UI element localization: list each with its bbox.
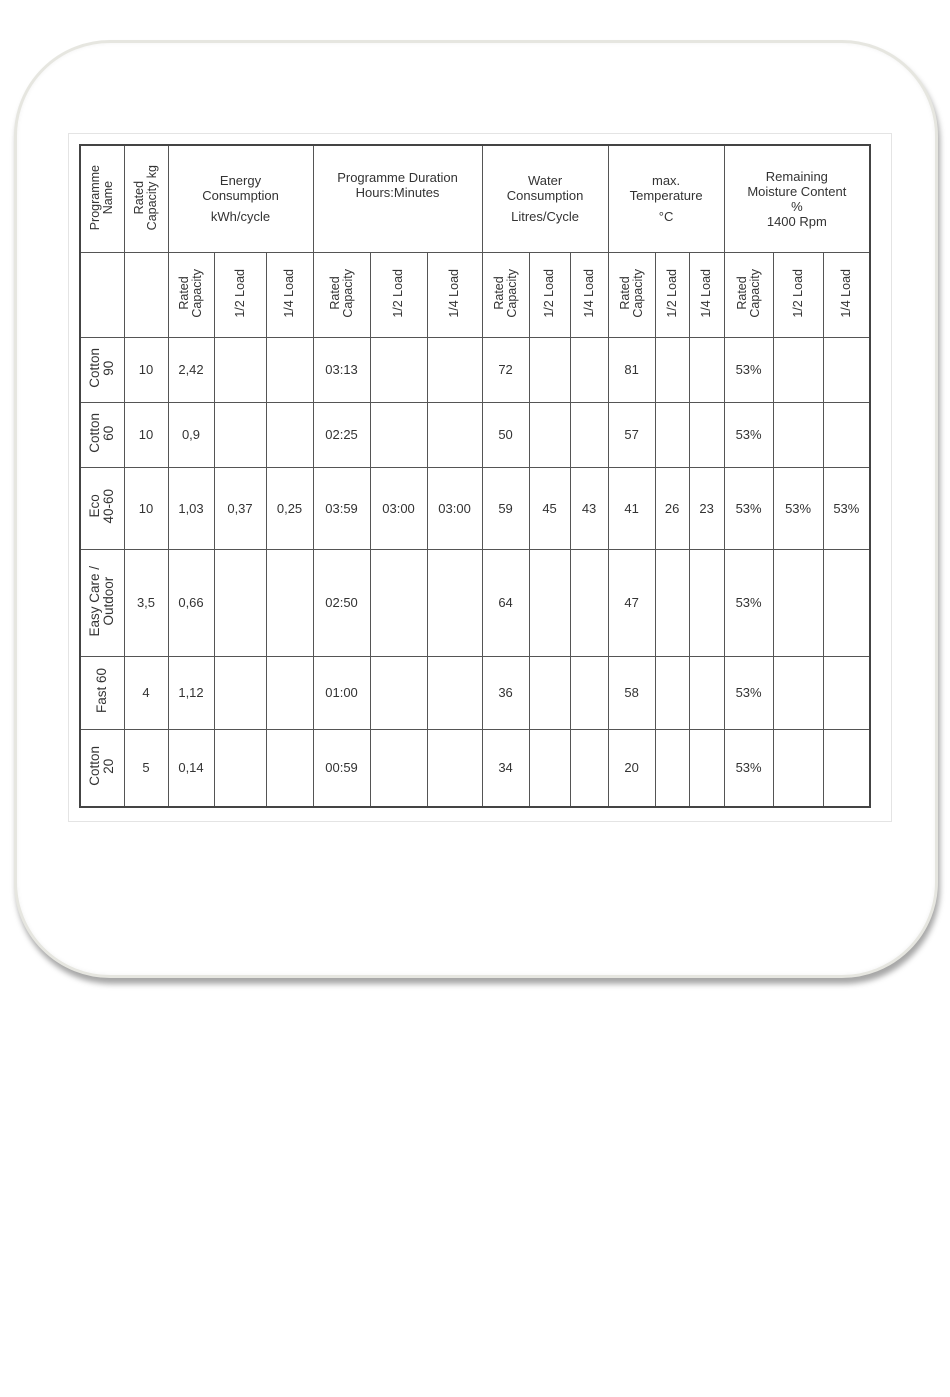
energy-value-cell — [214, 549, 266, 656]
sub-rated-capacity: Rated Capacity — [608, 252, 655, 337]
energy-value-cell — [214, 729, 266, 807]
duration-value-cell: 02:50 — [313, 549, 370, 656]
moisture-value-cell — [823, 549, 870, 656]
energy-value-cell: 0,66 — [168, 549, 214, 656]
temp-value-cell — [689, 402, 724, 467]
moisture-value-cell: 53% — [773, 467, 823, 549]
duration-value-cell: 03:59 — [313, 467, 370, 549]
sub-quarter-load: 1/4 Load — [823, 252, 870, 337]
moisture-group-header: Remaining Moisture Content % 1400 Rpm — [724, 145, 870, 252]
moisture-value-cell: 53% — [724, 549, 773, 656]
capacity-cell: 3,5 — [124, 549, 168, 656]
water-value-cell — [529, 656, 570, 729]
moisture-value-cell — [773, 549, 823, 656]
water-value-cell: 36 — [482, 656, 529, 729]
temp-value-cell: 57 — [608, 402, 655, 467]
capacity-cell: 5 — [124, 729, 168, 807]
capacity-cell: 10 — [124, 337, 168, 402]
energy-value-cell — [266, 729, 313, 807]
programme-name-cell: Easy Care / Outdoor — [80, 549, 124, 656]
water-group-header: Water Consumption Litres/Cycle — [482, 145, 608, 252]
moisture-value-cell: 53% — [724, 402, 773, 467]
moisture-value-cell — [773, 402, 823, 467]
moisture-value-cell — [773, 729, 823, 807]
temp-value-cell — [655, 656, 689, 729]
moisture-value-cell — [773, 337, 823, 402]
sub-half-load: 1/2 Load — [214, 252, 266, 337]
water-value-cell: 59 — [482, 467, 529, 549]
table-row — [80, 402, 870, 467]
duration-value-cell — [427, 549, 482, 656]
capacity-cell: 4 — [124, 656, 168, 729]
empty-header-cell — [124, 252, 168, 337]
water-value-cell — [570, 337, 608, 402]
energy-value-cell: 1,03 — [168, 467, 214, 549]
duration-value-cell — [370, 656, 427, 729]
energy-value-cell — [214, 656, 266, 729]
programme-table — [79, 144, 871, 808]
sub-half-load: 1/2 Load — [529, 252, 570, 337]
programme-name-header: Programme Name — [80, 145, 124, 252]
sub-quarter-load: 1/4 Load — [266, 252, 313, 337]
sub-quarter-load: 1/4 Load — [427, 252, 482, 337]
energy-group-header: Energy Consumption kWh/cycle — [168, 145, 313, 252]
temp-value-cell — [689, 337, 724, 402]
water-value-cell — [529, 549, 570, 656]
table-row — [80, 337, 870, 402]
energy-value-cell — [266, 656, 313, 729]
water-value-cell — [529, 729, 570, 807]
duration-value-cell: 03:13 — [313, 337, 370, 402]
energy-value-cell — [214, 337, 266, 402]
water-value-cell: 64 — [482, 549, 529, 656]
duration-value-cell — [427, 402, 482, 467]
moisture-value-cell — [823, 337, 870, 402]
temp-value-cell: 23 — [689, 467, 724, 549]
duration-value-cell: 01:00 — [313, 656, 370, 729]
water-value-cell — [570, 656, 608, 729]
sub-rated-capacity: Rated Capacity — [724, 252, 773, 337]
moisture-value-cell — [823, 729, 870, 807]
temp-value-cell: 47 — [608, 549, 655, 656]
moisture-value-cell: 53% — [724, 337, 773, 402]
water-value-cell — [570, 729, 608, 807]
water-value-cell: 34 — [482, 729, 529, 807]
sub-rated-capacity: Rated Capacity — [482, 252, 529, 337]
temp-value-cell — [655, 549, 689, 656]
programme-name-cell: Fast 60 — [80, 656, 124, 729]
energy-value-cell: 0,9 — [168, 402, 214, 467]
duration-value-cell: 03:00 — [370, 467, 427, 549]
programme-name-cell: Cotton 20 — [80, 729, 124, 807]
energy-value-cell — [266, 402, 313, 467]
sub-quarter-load: 1/4 Load — [570, 252, 608, 337]
moisture-value-cell: 53% — [724, 729, 773, 807]
temp-value-cell: 41 — [608, 467, 655, 549]
temp-value-cell — [655, 337, 689, 402]
table-row — [80, 467, 870, 549]
temp-value-cell: 26 — [655, 467, 689, 549]
table-row — [80, 656, 870, 729]
moisture-value-cell: 53% — [724, 467, 773, 549]
sub-header-row — [80, 252, 870, 337]
temperature-group-header: max. Temperature °C — [608, 145, 724, 252]
table-row — [80, 729, 870, 807]
temp-value-cell — [689, 729, 724, 807]
duration-group-header: Programme Duration Hours:Minutes — [313, 145, 482, 252]
capacity-cell: 10 — [124, 467, 168, 549]
duration-value-cell — [427, 729, 482, 807]
energy-value-cell — [266, 337, 313, 402]
capacity-cell: 10 — [124, 402, 168, 467]
moisture-value-cell — [823, 656, 870, 729]
water-value-cell: 45 — [529, 467, 570, 549]
temp-value-cell — [689, 656, 724, 729]
moisture-value-cell: 53% — [724, 656, 773, 729]
water-value-cell — [570, 402, 608, 467]
energy-value-cell: 1,12 — [168, 656, 214, 729]
water-value-cell — [570, 549, 608, 656]
water-value-cell: 72 — [482, 337, 529, 402]
temp-value-cell — [655, 402, 689, 467]
duration-value-cell: 00:59 — [313, 729, 370, 807]
duration-value-cell — [370, 729, 427, 807]
moisture-value-cell — [773, 656, 823, 729]
temp-value-cell — [689, 549, 724, 656]
moisture-value-cell — [823, 402, 870, 467]
table-row — [80, 549, 870, 656]
water-value-cell — [529, 402, 570, 467]
temp-value-cell: 81 — [608, 337, 655, 402]
sub-rated-capacity: Rated Capacity — [313, 252, 370, 337]
sub-rated-capacity: Rated Capacity — [168, 252, 214, 337]
energy-value-cell: 0,25 — [266, 467, 313, 549]
duration-value-cell — [427, 656, 482, 729]
energy-value-cell — [266, 549, 313, 656]
energy-value-cell — [214, 402, 266, 467]
water-value-cell: 43 — [570, 467, 608, 549]
programme-name-cell: Cotton 60 — [80, 402, 124, 467]
duration-value-cell — [370, 337, 427, 402]
energy-value-cell: 0,14 — [168, 729, 214, 807]
duration-value-cell: 03:00 — [427, 467, 482, 549]
water-value-cell — [529, 337, 570, 402]
sub-quarter-load: 1/4 Load — [689, 252, 724, 337]
water-value-cell: 50 — [482, 402, 529, 467]
sub-half-load: 1/2 Load — [773, 252, 823, 337]
empty-header-cell — [80, 252, 124, 337]
duration-value-cell — [370, 549, 427, 656]
sub-half-load: 1/2 Load — [370, 252, 427, 337]
duration-value-cell — [370, 402, 427, 467]
temp-value-cell: 20 — [608, 729, 655, 807]
temp-value-cell — [655, 729, 689, 807]
document-image — [68, 133, 892, 822]
programme-name-cell: Cotton 90 — [80, 337, 124, 402]
energy-value-cell: 0,37 — [214, 467, 266, 549]
duration-value-cell: 02:25 — [313, 402, 370, 467]
programme-name-cell: Eco 40-60 — [80, 467, 124, 549]
sub-half-load: 1/2 Load — [655, 252, 689, 337]
energy-value-cell: 2,42 — [168, 337, 214, 402]
temp-value-cell: 58 — [608, 656, 655, 729]
rated-capacity-kg-header: Rated Capacity kg — [124, 145, 168, 252]
group-header-row — [80, 145, 870, 252]
moisture-value-cell: 53% — [823, 467, 870, 549]
duration-value-cell — [427, 337, 482, 402]
